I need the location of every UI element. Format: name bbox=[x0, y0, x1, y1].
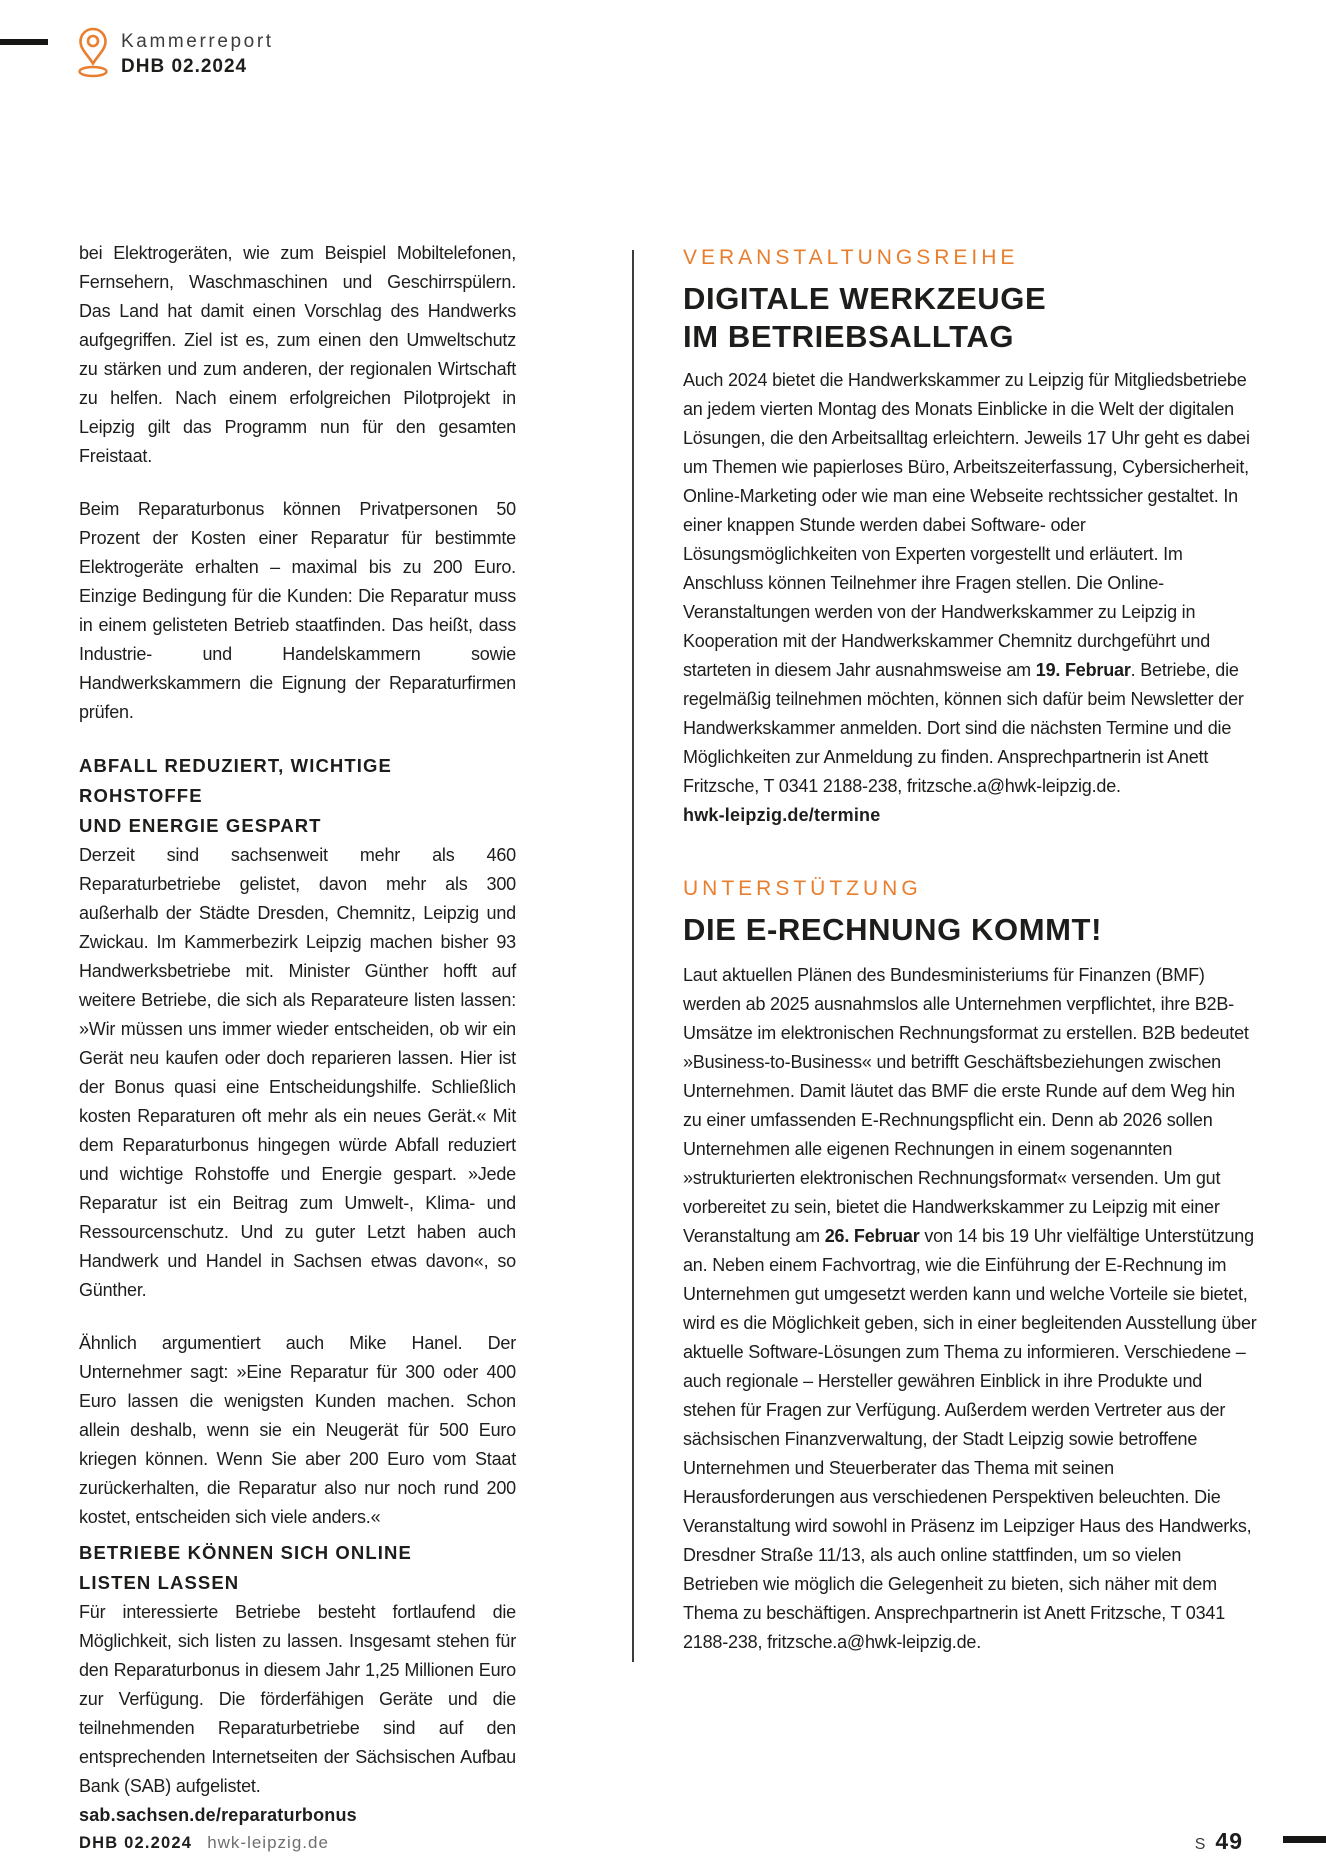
highlighted-date: 19. Februar bbox=[1035, 660, 1131, 680]
url-link-hwk-termine[interactable]: hwk-leipzig.de/termine bbox=[683, 805, 881, 825]
url-link-sab-reparaturbonus[interactable]: sab.sachsen.de/reparaturbonus bbox=[79, 1805, 357, 1825]
section-unterstuetzung bbox=[683, 874, 1258, 1657]
bottom-right-trim-bar bbox=[1283, 1836, 1326, 1843]
section-kicker: UNTERSTÜTZUNG bbox=[683, 877, 922, 900]
page-prefix: S bbox=[1194, 1836, 1207, 1853]
paragraph: bei Elektrogeräten, wie zum Beispiel Mobiltelefonen, Fernsehern, Waschmaschinen und Geschirrspülern. Das Land hat damit einen Vorschlag des Handwerks aufgegriffen. Ziel ist es, zum einen den Umweltschutz zu stärken und zum anderen, der regionalen Wirtschaft zu helfen. Nach einem erfolgreichen Pilotprojekt in Leipzig gilt das Programm nun für den gesamten Freistaat. bbox=[79, 243, 516, 466]
footer-left bbox=[79, 1833, 329, 1853]
page-number: 49 bbox=[1215, 1828, 1243, 1854]
paragraph bbox=[683, 366, 1258, 801]
paragraph: Derzeit sind sachsenweit mehr als 460 Reparaturbetriebe gelistet, davon mehr als 300 außerhalb der Städte Dresden, Chemnitz, Leipzig und Zwickau. Im Kammerbezirk Leipzig machen bisher 93 Handwerksbetriebe mit. Minister Günther hofft auf weitere Betriebe, die sich als Reparateure listen lassen: »Wir müssen uns immer wieder entscheiden, ob wir ein Gerät neu kaufen oder doch reparieren lassen. Hier ist der Bonus quasi eine Entscheidungshilfe. Schließlich kosten Reparaturen oft mehr als ein neues Gerät.« Mit dem Reparaturbonus hingegen würde Abfall reduziert und wichtige Rohstoffe und Energie gespart. »Jede Reparatur ist ein Beitrag zum Umwelt-, Klima- und Ressourcenschutz. Und zu guter Letzt haben auch Handwerk und Handel in Sachsen etwas davon«, so Günther. bbox=[79, 845, 516, 1300]
section-veranstaltungsreihe bbox=[683, 243, 1258, 830]
subheading-line: BETRIEBE KÖNNEN SICH ONLINE bbox=[79, 1542, 412, 1563]
paragraph: Beim Reparaturbonus können Privatpersonen 50 Prozent der Kosten einer Reparatur für bestimmte Elektrogeräte erhalten – maximal bis zu 200 Euro. Einzige Bedingung für die Kunden: Die Reparatur muss in einem gelisteten Betrieb staatfinden. Das heißt, dass Industrie- und Handelskammern sowie Handwerkskammern die Eignung der Reparaturfirmen prüfen. bbox=[79, 499, 516, 722]
location-pin-icon bbox=[76, 26, 110, 83]
paragraph: Ähnlich argumentiert auch Mike Hanel. Der Unternehmer sagt: »Eine Reparatur für 300 oder 400 Euro lassen die wenigsten Kunden machen. Schon allein deshalb, wenn sie ein Neugerät für 500 Euro kriegen können. Wenn Sie aber 200 Euro vom Staat zurückerhalten, die Reparatur also nur noch rund 200 kostet, entscheiden sich viele anders.« bbox=[79, 1333, 516, 1527]
subheading-betriebe-online bbox=[79, 1538, 516, 1598]
brand-title: Kammerreport bbox=[121, 31, 274, 52]
page-header bbox=[76, 26, 274, 83]
headline-line: DIGITALE WERKZEUGE bbox=[683, 281, 1047, 316]
subheading-abfall-reduziert bbox=[79, 751, 516, 841]
footer-issue: DHB 02.2024 bbox=[79, 1834, 193, 1852]
brand-text bbox=[121, 26, 274, 83]
subheading-line: UND ENERGIE GESPART bbox=[79, 815, 322, 836]
section-headline: DIE E-RECHNUNG KOMMT! bbox=[683, 912, 1103, 947]
highlighted-date: 26. Februar bbox=[824, 1226, 920, 1246]
footer-page-number bbox=[1195, 1828, 1243, 1855]
subheading-line: ABFALL REDUZIERT, WICHTIGE ROHSTOFFE bbox=[79, 755, 392, 806]
paragraph-text: von 14 bis 19 Uhr vielfältige Unterstützung an. Neben einem Fachvortrag, wie die Einführung der E-Rechnung im Unternehmen gut umgesetzt werden kann und welche Vorteile sie bietet, wird es die Möglichkeit geben, sich in einer begleitenden Ausstellung über aktuelle Software-Lösungen zum Thema zu informieren. Verschiedene – auch regionale – Hersteller gewähren Einblick in ihre Produkte und stehen für Fragen zur Verfügung. Außerdem werden Vertreter aus der sächsischen Finanzverwaltung, der Stadt Leipzig sowie betroffene Unternehmen und Steuerberater das Thema mit seinen Herausforderungen aus verschiedenen Perspektiven beleuchten. Die Veranstaltung wird sowohl in Präsenz im Leipziger Haus des Handwerks, Dresdner Straße 11/13, als auch online stattfinden, um so vielen Betrieben wie möglich die Gelegenheit zu bieten, sich näher mit dem Thema zu beschäftigen. Ansprechpartnerin ist Anett Fritzsche, T 0341 2188-238, fritzsche.a@hwk-leipzig.de. bbox=[683, 1226, 1257, 1652]
footer-website: hwk-leipzig.de bbox=[207, 1833, 329, 1852]
section-kicker: VERANSTALTUNGSREIHE bbox=[683, 246, 1019, 269]
top-left-trim-bar bbox=[0, 39, 48, 45]
paragraph bbox=[683, 961, 1258, 1657]
article-column-left bbox=[79, 239, 516, 1830]
column-divider-rule bbox=[632, 250, 634, 1662]
brand-issue: DHB 02.2024 bbox=[121, 56, 248, 77]
paragraph-text: Laut aktuellen Plänen des Bundesministeriums für Finanzen (BMF) werden ab 2025 ausnahmslos alle Unternehmen verpflichtet, ihre B2B-Umsätze im elektronischen Rechnungsformat zu erstellen. B2B bedeutet »Business-to-Business« und betrifft Geschäftsbeziehungen zwischen Unternehmen. Damit läutet das BMF die erste Runde auf dem Weg hin zu einer umfassenden E-Rechnungspflicht ein. Denn ab 2026 sollen Unternehmen alle eigenen Rechnungen in einem sogenannten »strukturierten elektronischen Rechnungsformat« versenden. Um gut vorbereitet zu sein, bietet die Handwerkskammer zu Leipzig mit einer Veranstaltung am bbox=[683, 965, 1249, 1246]
subheading-line: LISTEN LASSEN bbox=[79, 1572, 240, 1593]
paragraph-text: . Betriebe, die regelmäßig teilnehmen möchten, können sich dafür beim Newsletter der Handwerkskammer anmelden. Dort sind die nächsten Termine und die Möglichkeiten zur Anmeldung zu finden. Ansprechpartnerin ist Anett Fritzsche, T 0341 2188-238, fritzsche.a@hwk-leipzig.de. bbox=[683, 660, 1244, 796]
paragraph-text: Auch 2024 bietet die Handwerkskammer zu Leipzig für Mitgliedsbetriebe an jedem vierten Montag des Monats Einblicke in die Welt der digitalen Lösungen, die den Arbeitsalltag erleichtern. Jeweils 17 Uhr geht es dabei um Themen wie papierloses Büro, Arbeitszeiterfassung, Cybersicherheit, Online-Marketing oder wie man eine Webseite rechtssicher gestaltet. In einer knappen Stunde werden dabei Software- oder Lösungsmöglichkeiten von Experten vorgestellt und erläutert. Im Anschluss können Teilnehmer ihre Fragen stellen. Die Online-Veranstaltungen werden von der Handwerkskammer zu Leipzig in Kooperation mit der Handwerkskammer Chemnitz durchgeführt und starteten in diesem Jahr ausnahmsweise am bbox=[683, 370, 1250, 680]
section-headline bbox=[683, 280, 1258, 356]
headline-line: IM BETRIEBSALLTAG bbox=[683, 319, 1015, 354]
paragraph: Für interessierte Betriebe besteht fortlaufend die Möglichkeit, sich listen zu lassen. Insgesamt stehen für den Reparaturbonus in diesem Jahr 1,25 Millionen Euro zur Verfügung. Die förderfähigen Geräte und die teilnehmenden Reparaturbetriebe sind auf den entsprechenden Internetseiten der Sächsischen Aufbau Bank (SAB) aufgelistet. bbox=[79, 1602, 516, 1796]
article-column-right bbox=[683, 243, 1258, 1657]
